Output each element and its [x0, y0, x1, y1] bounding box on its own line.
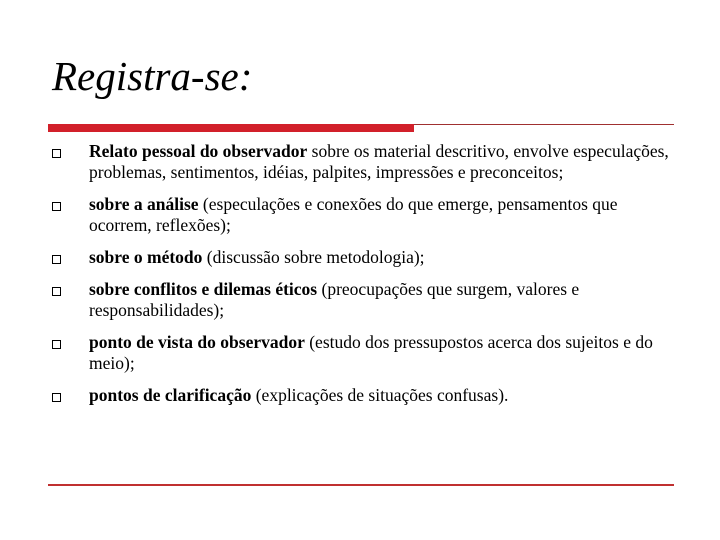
- square-bullet-icon: [52, 393, 61, 402]
- list-item: [50, 194, 675, 236]
- item-bold-text: sobre a análise: [89, 194, 199, 214]
- list-item: [50, 247, 675, 268]
- title-underline-thin: [414, 124, 674, 125]
- item-bold-text: sobre conflitos e dilemas éticos: [89, 279, 318, 299]
- square-bullet-icon: [52, 287, 61, 296]
- item-bold-text: ponto de vista do observador: [89, 332, 305, 352]
- item-text: (preocupações que surgem, valores e responsabilidades);: [89, 279, 580, 320]
- item-bold-text: sobre o método: [89, 247, 203, 267]
- item-text: (especulações e conexões do que emerge, pensamentos que ocorrem, reflexões);: [89, 194, 618, 235]
- title-underline-accent: [48, 124, 414, 132]
- list-item: [50, 279, 675, 321]
- list-item: [50, 332, 675, 374]
- item-text: sobre os material descritivo, envolve especulações, problemas, sentimentos, idéias, palpites, impressões e preconceitos;: [89, 141, 669, 182]
- square-bullet-icon: [52, 340, 61, 349]
- item-text: (explicações de situações confusas).: [251, 385, 509, 405]
- list-item: [50, 385, 675, 406]
- square-bullet-icon: [52, 202, 61, 211]
- bullet-list: [50, 141, 675, 417]
- square-bullet-icon: [52, 149, 61, 158]
- slide-title: Registra-se:: [52, 53, 253, 99]
- item-text: (discussão sobre metodologia);: [202, 247, 425, 267]
- list-item: [50, 141, 675, 183]
- item-text: (estudo dos pressupostos acerca dos sujeitos e do meio);: [89, 332, 653, 373]
- item-bold-text: pontos de clarificação: [89, 385, 252, 405]
- footer-rule: [48, 484, 674, 486]
- square-bullet-icon: [52, 255, 61, 264]
- item-bold-text: Relato pessoal do observador: [89, 141, 308, 161]
